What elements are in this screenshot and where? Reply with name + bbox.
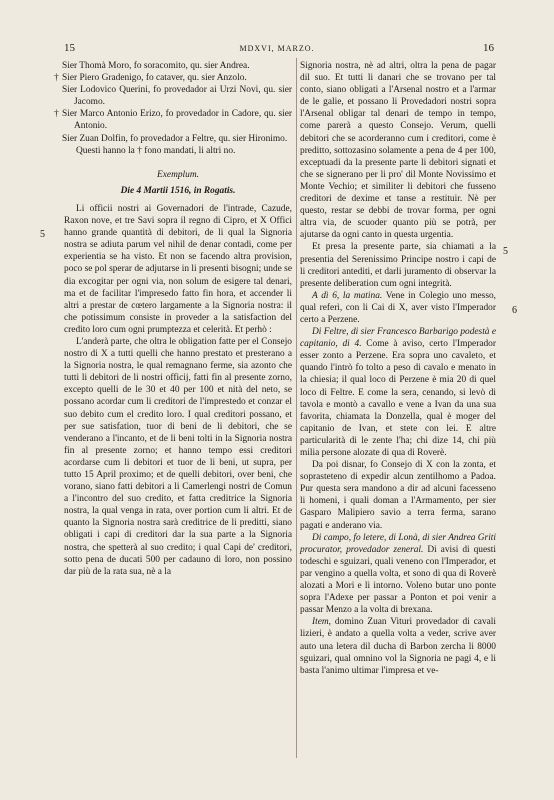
body-paragraph: Signoria nostra, nè ad altri, oltra la pena de pagar dil suo. Et tutti li danari che se trovano per tal conto, siano obligati a l'Arsenal nostro et a l'armar de le galie, et possano li Provedadori nostri sopra l'Arsenal obligar tal denari de tempo in tempo, come parerà a questo Consejo. Verum, quelli debitori che se acorderanno cum i creditori, come è preditto, sottozasino solamente a pena de 4 per 100, exceptuadi da la presente parte li debitori signati et che se signerano per li pro' dil Monte Novissimo et Monte Vechio; et similiter li debitori che fusseno creditori de dexime et tanse a restituir. Nè per questo, restar se debbi de trovar forma, per ogni altra via, de scuoder quanto più se potrà, per ajutarse da ogni canto in questa urgentia. [300, 61, 496, 241]
date-heading: Die 4 Martii 1516, in Rogatis. [120, 185, 236, 196]
entry-lead: Di Feltre, di sier Francesco Barbarigo podestà e capitanio, di 4. [300, 327, 496, 350]
dagger-mark: † [54, 73, 59, 84]
running-title: MDXVI, MARZO. [239, 44, 315, 53]
list-item-text: Sier Lodovico Querini, fo provedador ai Urzi Novi, qu. sier Jacomo. [62, 85, 292, 108]
page-number-right: 16 [483, 42, 494, 54]
body-paragraph: Di Feltre, di sier Francesco Barbarigo podestà e capitanio, di 4. Come à aviso, certo l'Imperador esser zonto a Perzene. Era sopra uno cavaleto, et quando l'intrò fo tolto a peso di cavalo e menato in la chiesia; il qual loco di Perzene è mia 20 di quel loco di Feltre. E come la sera, cenando, si levò di tavola e montò a cavallo e vene a Ivan da una sua favorita, chiamata la Donzella, qual è moger del capitanio de Ivan, et stete con lei. E altre particularità di le zente l'ha; chi dize 14, chi più milia persone alozate di qua di Roverè. [300, 327, 496, 458]
entry-lead: Item, [312, 617, 332, 628]
list-item [64, 60, 292, 72]
dagger-mark: † [54, 109, 59, 120]
body-paragraph: L'anderà parte, che oltra le obligation fatte per el Consejo nostro di X a tutti quelli che hanno prestato et presterano a la Signoria nostra, le qual remagnano ferme, sia azonto che tutti li debitori de li nostri officij, fatti fin al presente zorno, excepto quelli de le 30 et 40 per 100 et nità del neto, se possano acordar cum li creditori de l'imprestedo et conzar el suo debito cum el credito loro. I qual creditori possano, et per sue satisfation, tuor di beni de li debitori, che se venderano a l'incanto, et de li beni tolti in la Signoria nostra fin al presente zorno; et hanno tempo essi creditori acordarse cum li debitori et tuor de li beni, ut supra, per tutto 15 April proximo; et de quelli debitori, over beni, che vorano, siano fatti debitori a li Camerlengi nostri de Comun a l'incontro del suo credito, et fatta creditrice la Signoria nostra, la qual venga in rata, over portion cum li altri. Et de quanto la Signoria nostra sarà creditrice de li preditti, siano obligati i capi di creditori dar la sua parte a la Signoria nostra, che spetterà al suo credito; i qual Capi de' creditori, sotto pena de ducati 500 per cadauno di loro, non possino dar più de la rata sua, nè a la [64, 336, 292, 577]
list-item-text: Sier Piero Gradenigo, fo cataver, qu. sier Anzolo. [62, 73, 247, 84]
column-divider [296, 58, 297, 758]
margin-number-right-6: 6 [512, 305, 517, 316]
dagger-mark: † [137, 145, 142, 156]
list-item-text: Sier Marco Antonio Erizo, fo provedador in Cadore, qu. sier Antonio. [62, 109, 292, 132]
list-item-text: Sier Zuan Dolfin, fo provedador a Feltre, qu. sier Hironimo. [62, 133, 288, 144]
entry-lead: A dì 6, la matina. [312, 290, 383, 301]
body-paragraph: Da poi disnar, fo Consejo di X con la zonta, et soprasteteno di expedir alcun zentilhomo a Padoa. Pur questa sera mandono a dir ad alcuni facesseno li homeni, i quali doman a l'Armamento, per sier Gasparo Malipiero savio a terra ferma, sarano pagati e anderano via. [300, 460, 496, 531]
body-paragraph: A dì 6, la matina. Vene in Colegio uno messo, qual referì, con li Cai di X, aver visto l'Imperador certo a Perzene. [300, 290, 496, 325]
margin-number-left: 5 [40, 229, 45, 240]
section-title-exemplum: Exemplum. [157, 169, 199, 180]
body-paragraph: Di campo, fo letere, di Lonà, di sier Andrea Griti procurator, provedador zeneral. Di avisi di questi todeschi e sguizari, quali veneno con l'Imperador, et par vengino a quella volta, et sono di qua di Roverè alozati a Mori e lì intorno. Voleno butar uno ponte sopra l'Adexe per passar a Ponton et poi venir a passar Menzo a la volta di brexana. [300, 532, 497, 616]
list-item [54, 72, 292, 84]
page-number-left: 15 [64, 42, 75, 54]
list-item-text: Sier Thomà Moro, fo soracomito, qu. sier Andrea. [62, 61, 250, 71]
list-item [64, 133, 292, 145]
entry-lead: Di campo, fo letere, di Lonà, di sier Andrea Griti procurator, provedador zeneral. [300, 532, 497, 555]
list-note: Questi hanno la † fono mandati, li altri no. [76, 145, 236, 156]
margin-number-right-5: 5 [503, 246, 508, 257]
left-column [54, 60, 292, 578]
body-paragraph: Item, domino Zuan Vituri provedador di cavali lizieri, è andato a quella volta a veder, scrive aver auto una letera dil ducha di Barbon zercha li 8000 sguizari, qual omnino vol la Signoria ne pagi 4, e li basta l'animo ultimar l'impresa et ve- [300, 617, 496, 676]
body-paragraph: Et presa la presente parte, sia chiamati a la presentia del Serenissimo Principe nostro i capi de li creditori antediti, et darli juramento di observar la presente deliberation cum ogni integrità. [300, 242, 496, 289]
list-item [54, 108, 292, 132]
list-item [64, 84, 292, 108]
right-column [300, 60, 496, 677]
body-paragraph: Li officii nostri ai Governadori de l'intrade, Cazude, Raxon nove, et tre Savi sopra il regno di Cipro, et X Offici hanno grande quantità di debitori, de li qual la Signoria nostra se adiuta parum vel nihil de denar contadi, come per experientia se ha visto. Et non se facendo altra provision, poco se pol sperar de adjutarse in li presenti bisogni; unde se dia excogitar per ogni via, non solum de esigere tal denari, ma et de facilitar l'impresedo fatto fin hora, et accender li altri a prestar de cœtero largamente a la Signoria nostra: il che potissimum consiste in proveder a la satisfaction del credito loro cum ogni prumptezza et celerità. Et perhò : [64, 203, 292, 335]
